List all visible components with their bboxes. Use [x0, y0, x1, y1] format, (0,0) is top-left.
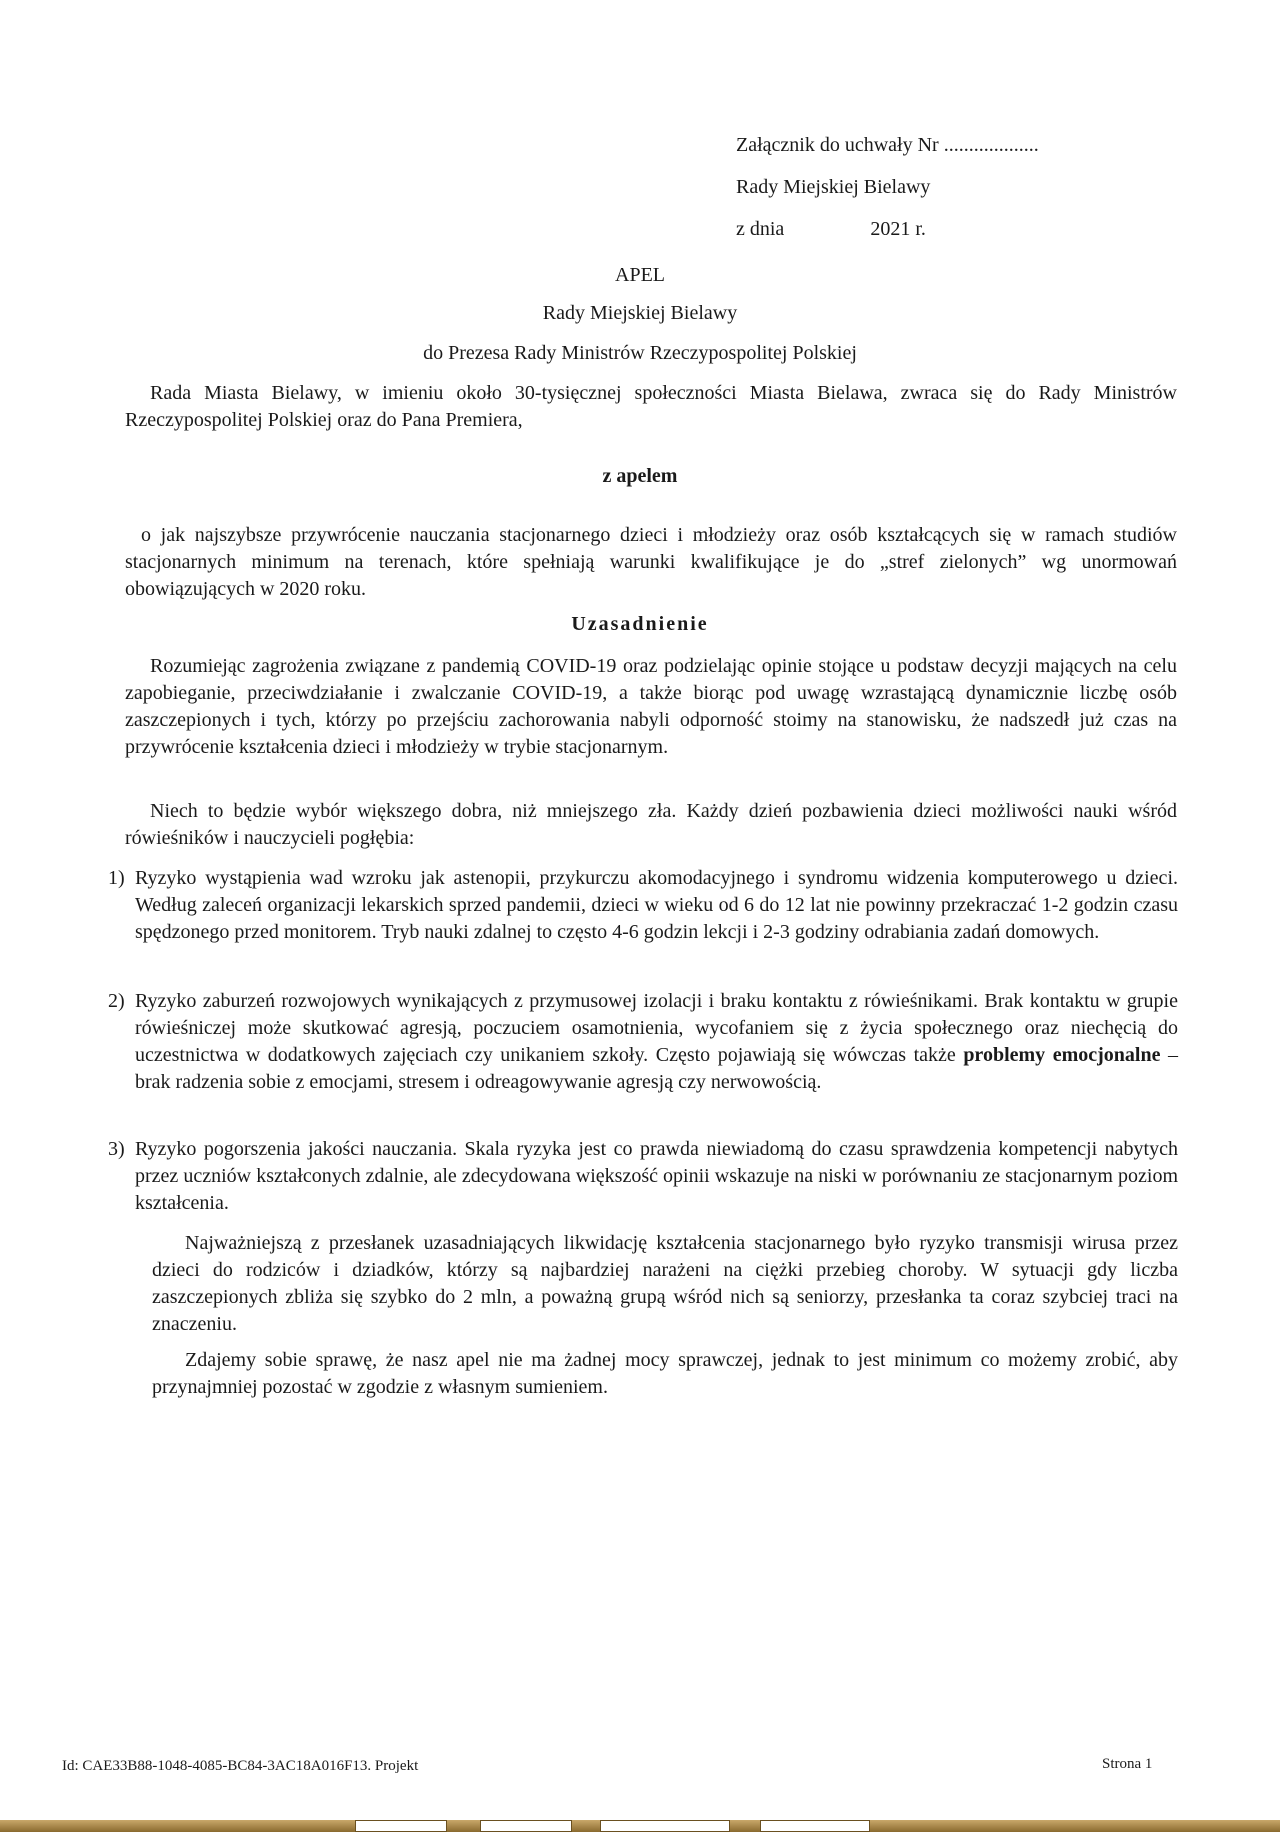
justification-heading: Uzasadnienie [571, 613, 709, 635]
scan-bottom-edge [0, 1820, 1280, 1832]
appeal-paragraph: o jak najszybsze przywrócenie nauczania stacjonarnego dzieci i młodzieży oraz osób kształcących się w ramach studiów stacjonarnych minimum na terenach, które spełniają warunki kwalifikujące je do „stref zielonych” wg unormowań obowiązujących w 2020 roku. [125, 524, 1177, 600]
appeal-heading: z apelem [602, 465, 678, 487]
attachment-date-prefix: z dnia [736, 218, 785, 240]
list-item-number: 3) [108, 1138, 125, 1160]
list-item [108, 988, 1178, 1096]
scan-edge-tab [480, 1820, 572, 1832]
list-item-number: 1) [108, 867, 125, 889]
list-item-number: 2) [108, 990, 125, 1012]
list-item-text: Ryzyko wystąpienia wad wzroku jak astenopii, przykurczu akomodacyjnego i syndromu widzenia komputerowego u dzieci. Według zaleceń organizacji lekarskich sprzed pandemii, dzieci w wieku od 6 do 12 lat nie powinny przekraczać 1-2 godzin czasu spędzonego przed monitorem. Tryb nauki zdalnej to często 4-6 godzin lekcji i 2-3 godziny odrabiania zadań domowych. [135, 867, 1178, 943]
list-item-text: Ryzyko pogorszenia jakości nauczania. Skala ryzyka jest co prawda niewiadomą do czasu sprawdzenia kompetencji nabytych przez uczniów kształconych zdalnie, ale zdecydowana większość opinii wskazuje na niski w porównaniu ze stacjonarnym poziom kształcenia. [135, 1138, 1178, 1214]
document-title: APEL [615, 264, 665, 286]
attachment-note [736, 124, 1039, 250]
list-item [108, 1136, 1178, 1217]
document-subtitle-council: Rady Miejskiej Bielawy [542, 302, 738, 324]
justification-paragraph-1: Rozumiejąc zagrożenia związane z pandemią COVID-19 oraz podzielając opinie stojące u podstaw decyzji mających na celu zapobieganie, przeciwdziałanie i zwalczanie COVID-19, a także biorąc pod uwagę wzrastającą dynamicznie liczbę osób zaszczepionych i tych, którzy po przejściu zachorowania nabyli odporność stoimy na stanowisku, że nadszedł już czas na przywrócenie kształcenia dzieci i młodzieży w trybie stacjonarnym. [125, 655, 1177, 758]
document-id: Id: CAE33B88-1048-4085-BC84-3AC18A016F13. Projekt [62, 1758, 419, 1774]
document-subtitle-recipient: do Prezesa Rady Ministrów Rzeczypospolitej Polskiej [423, 342, 857, 364]
scan-edge-tab [600, 1820, 730, 1832]
attachment-date [736, 208, 1039, 250]
conclusion-paragraph-1: Najważniejszą z przesłanek uzasadniających likwidację kształcenia stacjonarnego było ryzyko transmisji wirusa przez dzieci do rodziców i dziadków, którzy są najbardziej narażeni na ciężki przebieg choroby. W sytuacji gdy liczba zaszczepionych zbliża się szybko do 2 mln, a poważną grupą wśród nich są seniorzy, przesłanka ta coraz szybciej traci na znaczeniu. [152, 1232, 1178, 1335]
attachment-council-name: Rady Miejskiej Bielawy [736, 176, 931, 198]
intro-paragraph: Rada Miasta Bielawy, w imieniu około 30-tysięcznej społeczności Miasta Bielawa, zwraca się do Rady Ministrów Rzeczypospolitej Polskiej oraz do Pana Premiera, [125, 382, 1177, 431]
conclusion-paragraph-2: Zdajemy sobie sprawę, że nasz apel nie ma żadnej mocy sprawczej, jednak to jest minimum co możemy zrobić, aby przynajmniej pozostać w zgodzie z własnym sumieniem. [152, 1349, 1178, 1398]
list-item-bold-phrase: problemy emocjonalne [963, 1044, 1161, 1066]
attachment-date-year: 2021 r. [870, 218, 926, 240]
list-item-text-part: Ryzyko zaburzeń rozwojowych wynikających z przymusowej izolacji i braku kontaktu z rówieśnikami. Brak kontaktu w grupie rówieśniczej może skutkować agresją, poczuciem osamotnienia, wycofaniem się z życia społecznego oraz niechęcią do uczestnictwa w dodatkowych zajęciach czy unikaniem szkoły. Często pojawiają się wówczas także [135, 990, 1178, 1066]
list-item-text [135, 990, 1178, 1093]
list-item-text-part: – brak radzenia sobie z emocjami, stresem i odreagowywanie agresją czy nerwowością. [135, 1044, 1179, 1093]
list-item [108, 865, 1178, 946]
justification-paragraph-2: Niech to będzie wybór większego dobra, niż mniejszego zła. Każdy dzień pozbawienia dzieci możliwości nauki wśród rówieśników i nauczycieli pogłębia: [125, 800, 1177, 849]
scan-edge-tab [760, 1820, 870, 1832]
attachment-resolution-number: Załącznik do uchwały Nr ................... [736, 134, 1039, 156]
scan-edge-tab [355, 1820, 447, 1832]
page-number: Strona 1 [1102, 1756, 1153, 1772]
